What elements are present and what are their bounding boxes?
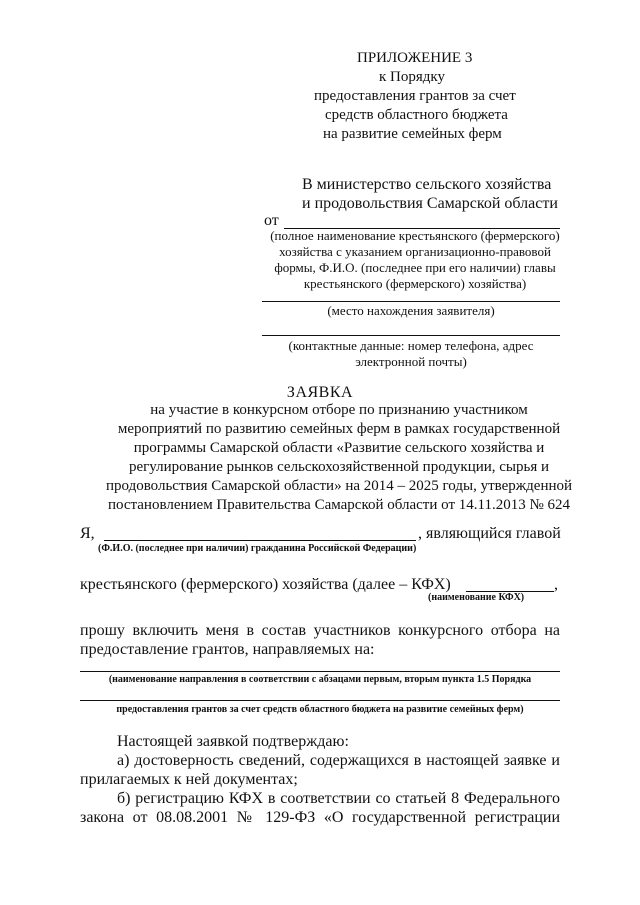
direction-line-2 bbox=[80, 700, 560, 701]
heading-line-6: постановлением Правительства Самарской области от 14.11.2013 № 624 bbox=[107, 497, 571, 513]
kfh-hint: (наименование КФХ) bbox=[428, 592, 525, 603]
confirm-intro: Настоящей заявкой подтверждаю: bbox=[117, 733, 349, 750]
kfh-text: крестьянского (фермерского) хозяйства (далее – КФХ) bbox=[80, 576, 451, 593]
appendix-line-3: средств областного бюджета bbox=[325, 107, 508, 123]
from-hint-3: формы, Ф.И.О. (последнее при его наличии) главы bbox=[274, 260, 556, 275]
addressee-line-1: В министерство сельского хозяйства bbox=[302, 176, 552, 193]
request-line-2: предоставление грантов, направляемых на: bbox=[80, 641, 375, 658]
heading-line-4: регулирование рынков сельскохозяйственной продукции, сырья и bbox=[128, 459, 550, 475]
from-hint-4: крестьянского (фермерского) хозяйства) bbox=[303, 276, 527, 291]
appendix-line-1: к Порядку bbox=[379, 69, 445, 85]
location-line bbox=[262, 301, 560, 302]
kfh-comma: , bbox=[554, 576, 558, 593]
name-blank-line bbox=[104, 540, 416, 541]
appendix-title: ПРИЛОЖЕНИЕ 3 bbox=[357, 50, 473, 66]
i-suffix: , являющийся главой bbox=[418, 525, 561, 542]
heading-line-5: продовольствия Самарской области» на 2014 – 2025 годы, утвержденной bbox=[105, 478, 573, 494]
contact-line bbox=[262, 335, 560, 336]
contact-hint-2: электронной почты) bbox=[355, 354, 467, 369]
appendix-line-4: на развитие семейных ферм bbox=[323, 126, 502, 142]
direction-hint-2: предоставления грантов за счет средств областного бюджета на развитие семейных ферм) bbox=[116, 704, 524, 715]
from-hint-1: (полное наименование крестьянского (фермерского) bbox=[270, 228, 560, 243]
item-a-line-2: прилагаемых к ней документах; bbox=[80, 771, 298, 788]
name-hint: (Ф.И.О. (последнее при наличии) гражданина Российской Федерации) bbox=[98, 543, 417, 554]
item-b-line-2: закона от 08.08.2001 № 129-ФЗ «О государственной регистрации bbox=[80, 809, 560, 826]
heading-line-1: на участие в конкурсном отборе по признанию участником bbox=[150, 402, 528, 418]
application-title: ЗАЯВКА bbox=[286, 384, 354, 401]
item-b-line-1: б) регистрацию КФХ в соответствии со статьей 8 Федерального bbox=[117, 790, 560, 807]
appendix-line-2: предоставления грантов за счет bbox=[314, 88, 516, 104]
heading-line-2: мероприятий по развитию семейных ферм в рамках государственной bbox=[117, 421, 561, 437]
direction-line-1 bbox=[80, 671, 560, 672]
heading-line-3: программы Самарской области «Развитие сельского хозяйства и bbox=[133, 440, 545, 456]
from-label: от bbox=[264, 212, 279, 229]
location-hint: (место нахождения заявителя) bbox=[327, 303, 495, 318]
contact-hint-1: (контактные данные: номер телефона, адрес bbox=[288, 338, 534, 353]
from-hint-2: хозяйства с указанием организационно-правовой bbox=[279, 244, 551, 259]
addressee-line-2: и продовольствия Самарской области bbox=[302, 195, 558, 212]
request-line-1: прошу включить меня в состав участников конкурсного отбора на bbox=[80, 622, 560, 639]
direction-hint-1: (наименование направления в соответствии с абзацами первым, вторым пункта 1.5 Порядка bbox=[108, 674, 532, 685]
item-a-line-1: а) достоверность сведений, содержащихся в настоящей заявке и bbox=[117, 752, 560, 769]
i-label: Я, bbox=[80, 525, 95, 542]
